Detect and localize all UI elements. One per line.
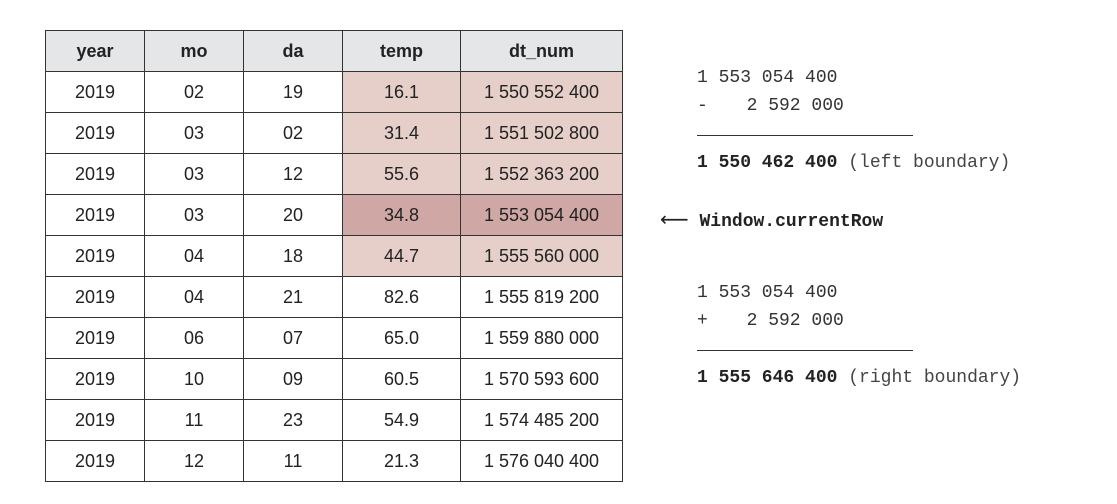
data-table (45, 30, 623, 482)
right-calc-offset: 2 592 000 (725, 311, 844, 331)
cell-mo: 03 (145, 113, 244, 154)
cell-da: 23 (244, 400, 343, 441)
table-row (46, 359, 623, 400)
table-row (46, 113, 623, 154)
cell-dt-num: 1 576 040 400 (461, 441, 623, 482)
table-row (46, 277, 623, 318)
cell-mo: 11 (145, 400, 244, 441)
cell-temp: 54.9 (343, 400, 461, 441)
cell-da: 18 (244, 236, 343, 277)
cell-temp: 34.8 (343, 195, 461, 236)
left-calc (697, 68, 844, 148)
cell-temp: 82.6 (343, 277, 461, 318)
table-row (46, 318, 623, 359)
right-boundary-value: 1 555 646 400 (697, 368, 838, 388)
cell-temp: 60.5 (343, 359, 461, 400)
left-boundary-result (697, 153, 1010, 173)
cell-da: 21 (244, 277, 343, 318)
column-header-temp: temp (343, 31, 461, 72)
cell-dt-num: 1 551 502 800 (461, 113, 623, 154)
cell-da: 12 (244, 154, 343, 195)
cell-mo: 04 (145, 236, 244, 277)
column-header-da: da (244, 31, 343, 72)
table-row (46, 441, 623, 482)
cell-year: 2019 (46, 154, 145, 195)
table-body (46, 72, 623, 482)
left-boundary-note: (left boundary) (848, 153, 1011, 173)
cell-temp: 21.3 (343, 441, 461, 482)
cell-dt-num: 1 552 363 200 (461, 154, 623, 195)
right-boundary-result (697, 368, 1021, 388)
column-header-mo: mo (145, 31, 244, 72)
right-calc-operator: + (697, 311, 708, 331)
cell-dt-num: 1 555 819 200 (461, 277, 623, 318)
cell-mo: 02 (145, 72, 244, 113)
cell-year: 2019 (46, 318, 145, 359)
cell-mo: 06 (145, 318, 244, 359)
cell-dt-num: 1 570 593 600 (461, 359, 623, 400)
cell-da: 07 (244, 318, 343, 359)
cell-mo: 10 (145, 359, 244, 400)
left-arrow-icon: ⟵ (660, 207, 689, 231)
current-row-label: Window.currentRow (699, 212, 884, 232)
left-calc-base: 1 553 054 400 (697, 68, 838, 88)
cell-temp: 55.6 (343, 154, 461, 195)
table-row (46, 400, 623, 441)
cell-year: 2019 (46, 359, 145, 400)
cell-year: 2019 (46, 400, 145, 441)
left-boundary-value: 1 550 462 400 (697, 153, 838, 173)
cell-da: 09 (244, 359, 343, 400)
table-row (46, 195, 623, 236)
table-row (46, 236, 623, 277)
cell-year: 2019 (46, 277, 145, 318)
cell-da: 11 (244, 441, 343, 482)
cell-year: 2019 (46, 441, 145, 482)
left-calc-operator: - (697, 96, 708, 116)
cell-temp: 31.4 (343, 113, 461, 154)
cell-dt-num: 1 555 560 000 (461, 236, 623, 277)
right-boundary-note: (right boundary) (848, 368, 1022, 388)
cell-year: 2019 (46, 113, 145, 154)
table-header-row (46, 31, 623, 72)
cell-da: 02 (244, 113, 343, 154)
cell-da: 19 (244, 72, 343, 113)
cell-year: 2019 (46, 236, 145, 277)
right-calc (697, 283, 844, 363)
cell-dt-num: 1 559 880 000 (461, 318, 623, 359)
current-row-pointer (660, 207, 883, 232)
cell-temp: 44.7 (343, 236, 461, 277)
cell-mo: 12 (145, 441, 244, 482)
left-calc-offset: 2 592 000 (725, 96, 844, 116)
cell-dt-num: 1 553 054 400 (461, 195, 623, 236)
right-calc-base: 1 553 054 400 (697, 283, 838, 303)
cell-dt-num: 1 574 485 200 (461, 400, 623, 441)
column-header-dt-num: dt_num (461, 31, 623, 72)
cell-mo: 03 (145, 154, 244, 195)
table-row (46, 72, 623, 113)
cell-da: 20 (244, 195, 343, 236)
cell-mo: 03 (145, 195, 244, 236)
cell-year: 2019 (46, 72, 145, 113)
cell-temp: 65.0 (343, 318, 461, 359)
cell-temp: 16.1 (343, 72, 461, 113)
right-calc-rule (697, 350, 913, 351)
cell-year: 2019 (46, 195, 145, 236)
table-row (46, 154, 623, 195)
left-calc-rule (697, 135, 913, 136)
cell-dt-num: 1 550 552 400 (461, 72, 623, 113)
column-header-year: year (46, 31, 145, 72)
cell-mo: 04 (145, 277, 244, 318)
